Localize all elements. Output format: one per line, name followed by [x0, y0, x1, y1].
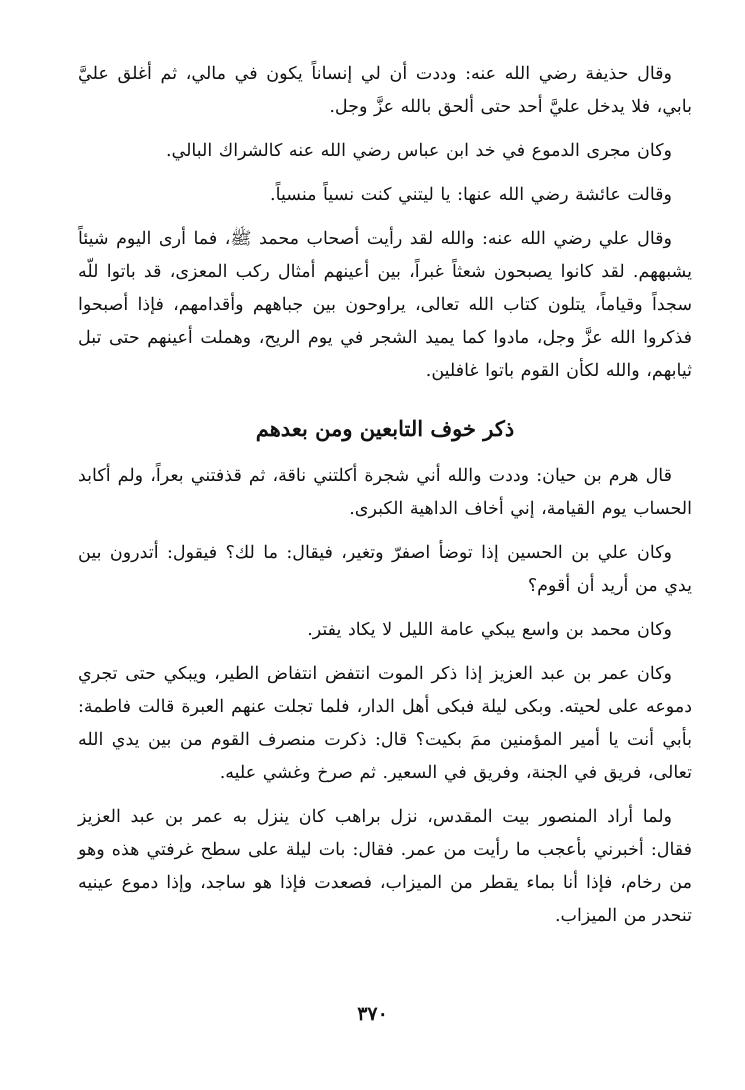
- paragraph-al-mansur: ولما أراد المنصور بيت المقدس، نزل براهب كان ينزل به عمر بن عبد العزيز فقال: أخبرني بأعجب ما رأيت من عمر. فقال: بات ليلة على سطح غرفتي هذه وهو من رخام، فإذا أنا بماء يقطر من الميزاب، فصعدت فإذا هو ساجد، وإذا دموع عينيه تنحدر من الميزاب.: [78, 807, 692, 926]
- page-number: ٣٧٠: [357, 1003, 388, 1025]
- paragraph-ali: وقال علي رضي الله عنه: والله لقد رأيت أصحاب محمد ﷺ، فما أرى اليوم شيئاً يشبههم. لقد كانوا يصبحون شعثاً غبراً، بين أعينهم أمثال ركب المعزى، قد باتوا للّه سجداً وقياماً، يتلون كتاب الله تعالى، يراوحون بين جباههم وأقدامهم، فإذا أصبحوا فذكروا الله عزَّ وجل، مادوا كما يميد الشجر في يوم الريح، وهملت أعينهم حتى تبل ثيابهم، والله لكأن القوم باتوا غافلين.: [78, 229, 692, 381]
- paragraph-harim-ibn-hayyan: قال هرم بن حيان: وددت والله أني شجرة أكلتني ناقة، ثم قذفتني بعراً، ولم أكابد الحساب يوم القيامة، إني أخاف الداهية الكبرى.: [78, 466, 692, 519]
- paragraph-ali-ibn-al-husayn: وكان علي بن الحسين إذا توضأ اصفرّ وتغير، فيقال: ما لك؟ فيقول: أتدرون بين يدي من أريد أن أقوم؟: [78, 543, 692, 596]
- paragraph-hudhayfa: وقال حذيفة رضي الله عنه: وددت أن لي إنساناً يكون في مالي، ثم أغلق عليَّ بابي، فلا يدخل عليَّ أحد حتى ألحق بالله عزَّ وجل.: [78, 64, 692, 117]
- page-body: [78, 58, 692, 944]
- paragraph-ibn-abbas: وكان مجرى الدموع في خد ابن عباس رضي الله عنه كالشراك البالي.: [165, 141, 672, 161]
- section-heading: ذكر خوف التابعين ومن بعدهم: [255, 416, 515, 441]
- paragraph-umar-ibn-abd-al-aziz: وكان عمر بن عبد العزيز إذا ذكر الموت انتفض انتفاض الطير، ويبكي حتى تجري دموعه على لحيته. وبكى ليلة فبكى أهل الدار، فلما تجلت عنهم العبرة قالت فاطمة: بأبي أنت يا أمير المؤمنين ممَ بكيت؟ قال: ذكرت منصرف القوم من بين يدي الله تعالى، فريق في الجنة، وفريق في السعير. ثم صرخ وغشي عليه.: [78, 664, 692, 783]
- paragraph-aisha: وقالت عائشة رضي الله عنها: يا ليتني كنت نسياً منسياً.: [270, 185, 672, 205]
- paragraph-muhammad-ibn-wasi: وكان محمد بن واسع يبكي عامة الليل لا يكاد يفتر.: [307, 620, 672, 640]
